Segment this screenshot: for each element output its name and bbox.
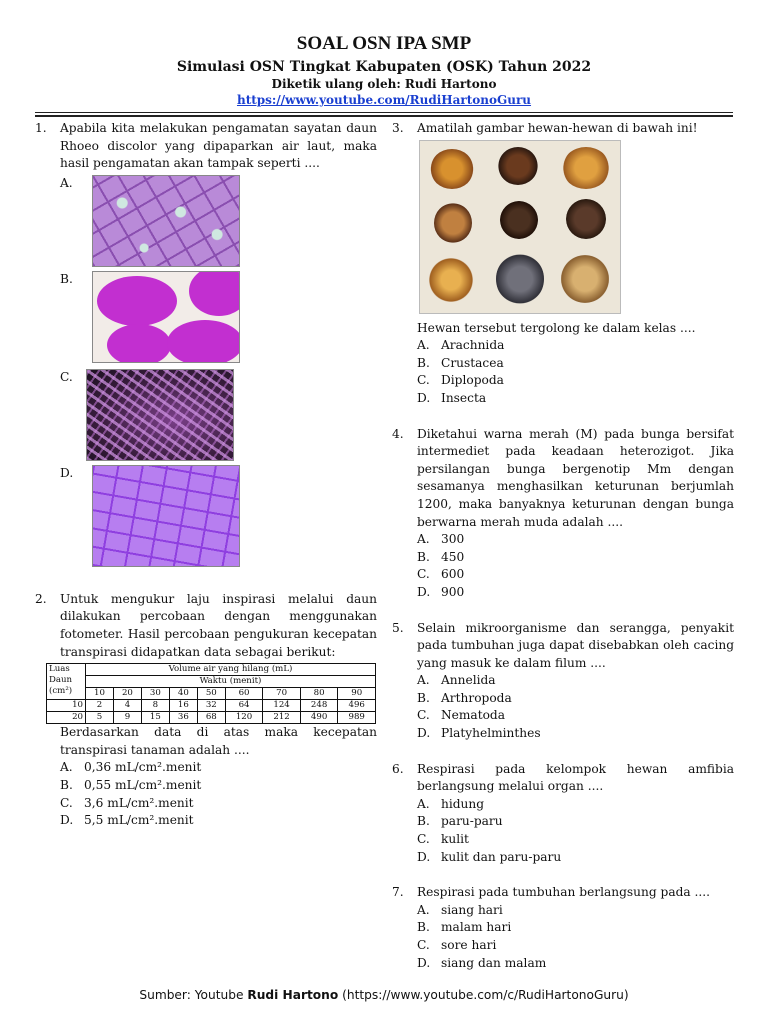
micrograph-c-image <box>86 369 234 461</box>
question-2 <box>35 591 377 830</box>
table-sub-header: Waktu (menit) <box>86 676 376 688</box>
option-b[interactable]: B. malam hari <box>417 920 512 935</box>
options-list <box>417 902 734 972</box>
option-b[interactable]: B. 450 <box>417 549 465 564</box>
document-title: SOAL OSN IPA SMP <box>296 33 472 54</box>
option-c[interactable]: C. 3,6 mL/cm².menit <box>60 795 194 810</box>
document-byline: Diketik ulang oleh: Rudi Hartono <box>271 77 497 91</box>
option-d[interactable]: D. 5,5 mL/cm².menit <box>60 813 194 828</box>
question-5 <box>392 620 734 743</box>
question-number: 7. <box>392 885 404 900</box>
option-letter: B. <box>60 271 73 286</box>
question-followup: Hewan tersebut tergolong ke dalam kelas .... <box>417 320 696 335</box>
option-c[interactable]: C. kulit <box>417 832 469 847</box>
question-text: Diketahui warna merah (M) pada bunga bersifat intermediet pada keadaan heterozigot. Jika persilangan bunga bergenotip Mm dengan sesamanya menghasilkan keturunan berjumlah 1200, maka banyaknya keturunan dengan bunga berwarna merah muda adalah .... <box>417 426 734 529</box>
option-b[interactable] <box>60 271 377 363</box>
micrograph-b-image <box>92 271 240 363</box>
question-1 <box>35 120 377 567</box>
table-time-row: 10 20 30 40 50 60 70 80 90 <box>47 688 376 700</box>
transpiration-table <box>46 663 376 724</box>
table-row: 10 2 4 8 16 32 64 124 248 496 <box>47 700 376 712</box>
option-b[interactable]: B. Crustacea <box>417 355 504 370</box>
option-letter: D. <box>60 465 74 480</box>
option-c[interactable]: C. Diplopoda <box>417 373 504 388</box>
question-number: 6. <box>392 761 404 776</box>
option-a[interactable]: A. hidung <box>417 796 485 811</box>
options-list <box>60 759 377 829</box>
options-list <box>417 796 734 866</box>
option-a[interactable]: A. Arachnida <box>417 338 505 353</box>
header-rule-thin <box>35 112 733 113</box>
question-number: 2. <box>35 591 47 606</box>
option-letter: C. <box>60 369 73 384</box>
youtube-link[interactable]: https://www.youtube.com/RudiHartonoGuru <box>236 93 532 107</box>
table-row: 20 5 9 15 36 68 120 212 490 989 <box>47 712 376 724</box>
option-d[interactable]: D. siang dan malam <box>417 955 547 970</box>
option-b[interactable]: B. 0,55 mL/cm².menit <box>60 777 202 792</box>
table-group-header: Volume air yang hilang (mL) <box>86 664 376 676</box>
footer-author: Rudi Hartono <box>247 988 339 1002</box>
document-header <box>0 32 768 108</box>
question-text: Apabila kita melakukan pengamatan sayatan daun Rhoeo discolor yang dipaparkan air laut, maka hasil pengamatan akan tampak seperti .... <box>60 121 377 171</box>
option-c[interactable]: C. 600 <box>417 567 465 582</box>
question-4 <box>392 426 734 602</box>
header-rule-thick <box>35 115 733 117</box>
options-list <box>417 531 734 601</box>
question-text: Amatilah gambar hewan-hewan di bawah ini! <box>417 121 698 135</box>
option-c[interactable]: C. Nematoda <box>417 708 506 723</box>
option-a[interactable]: A. 0,36 mL/cm².menit <box>60 760 202 775</box>
question-number: 5. <box>392 620 404 635</box>
option-d[interactable]: D. Platyhelminthes <box>417 726 541 741</box>
option-d[interactable] <box>60 465 377 567</box>
micrograph-d-image <box>92 465 240 567</box>
footer-prefix: Sumber: Youtube <box>139 988 248 1002</box>
document-footer <box>0 988 768 1002</box>
table-row-header: Luas Daun (cm²) <box>47 664 86 700</box>
question-text: Respirasi pada tumbuhan berlangsung pada .... <box>417 885 711 900</box>
question-6 <box>392 761 734 867</box>
question-7 <box>392 884 734 972</box>
right-column <box>392 120 734 972</box>
question-text: Untuk mengukur laju inspirasi melalui daun dilakukan percobaan dengan menggunakan fotometer. Hasil percobaan pengukuran kecepatan transpirasi didapatkan data sebagai berikut: <box>60 591 377 659</box>
micrograph-a-image <box>92 175 240 267</box>
options-list <box>417 337 734 407</box>
question-number: 4. <box>392 426 404 441</box>
option-d[interactable]: D. kulit dan paru-paru <box>417 849 562 864</box>
option-c[interactable] <box>60 369 377 461</box>
option-b[interactable]: B. Arthropoda <box>417 690 512 705</box>
question-followup: Berdasarkan data di atas maka kecepatan transpirasi tanaman adalah .... <box>60 725 377 757</box>
question-number: 1. <box>35 121 47 135</box>
option-d[interactable]: D. 900 <box>417 584 465 599</box>
spiders-illustration-image <box>419 140 621 314</box>
footer-url: (https://www.youtube.com/c/RudiHartonoGuru) <box>338 988 629 1002</box>
question-3 <box>392 120 734 408</box>
document-subtitle: Simulasi OSN Tingkat Kabupaten (OSK) Tahun 2022 <box>176 59 592 75</box>
option-a[interactable]: A. siang hari <box>417 902 503 917</box>
left-column <box>35 120 377 830</box>
options-list <box>417 672 734 742</box>
option-a[interactable] <box>60 175 377 267</box>
option-letter: A. <box>60 175 73 190</box>
question-number: 3. <box>392 121 404 135</box>
option-d[interactable]: D. Insecta <box>417 390 487 405</box>
question-text: Respirasi pada kelompok hewan amfibia berlangsung melalui organ .... <box>417 761 734 794</box>
question-text: Selain mikroorganisme dan serangga, penyakit pada tumbuhan juga dapat disebabkan oleh cacing yang masuk ke dalam filum .... <box>417 620 734 670</box>
option-c[interactable]: C. sore hari <box>417 938 497 952</box>
option-a[interactable]: A. 300 <box>417 532 465 547</box>
option-a[interactable]: A. Annelida <box>417 673 496 688</box>
option-b[interactable]: B. paru-paru <box>417 814 503 829</box>
